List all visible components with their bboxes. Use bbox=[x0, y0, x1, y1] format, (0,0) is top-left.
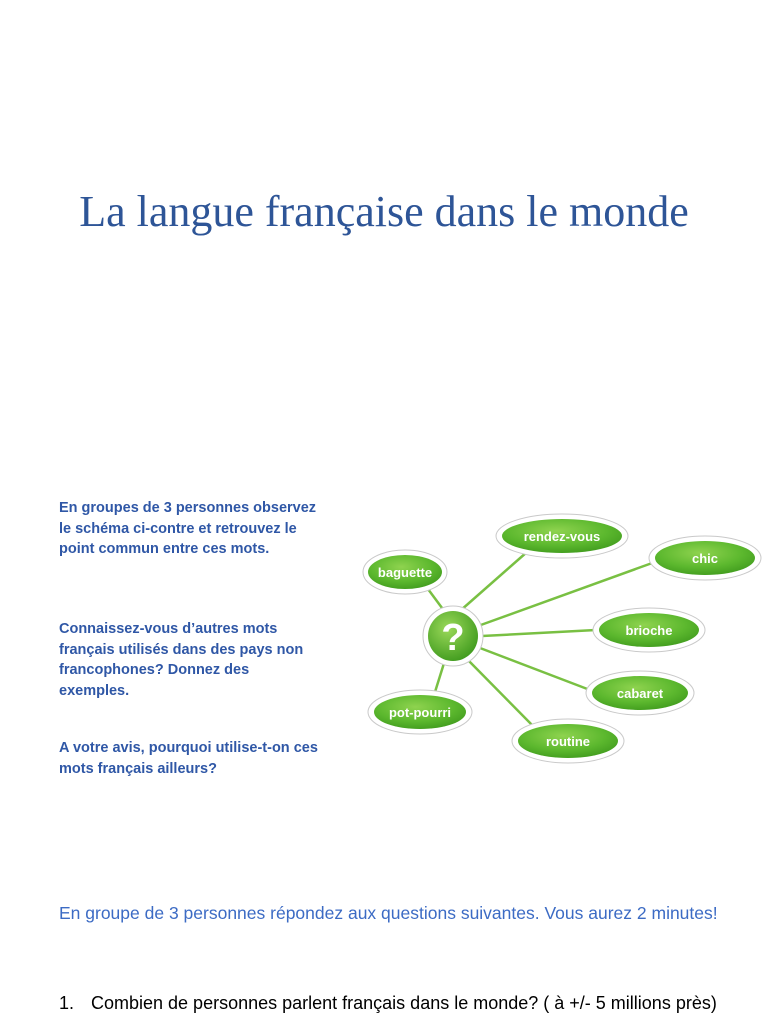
word-rendez-vous-bubble bbox=[496, 514, 628, 558]
word-baguette-bubble bbox=[363, 550, 447, 594]
word-cabaret: cabaret bbox=[616, 686, 664, 701]
word-diagram bbox=[360, 506, 768, 782]
page-title: La langue française dans le monde bbox=[79, 187, 689, 236]
word-brioche: brioche bbox=[625, 623, 673, 638]
word-pot-pourri: pot-pourri bbox=[388, 705, 452, 720]
word-routine-bubble bbox=[512, 719, 624, 763]
word-chic: chic bbox=[691, 551, 719, 566]
question-item bbox=[59, 991, 719, 1015]
word-baguette: baguette bbox=[377, 565, 433, 580]
instruction-why: A votre avis, pourquoi utilise-t-on ces mots français ailleurs? bbox=[59, 740, 318, 777]
word-cabaret-bubble bbox=[586, 671, 694, 715]
word-routine: routine bbox=[545, 734, 591, 749]
instruction-observe: En groupes de 3 personnes observez le schéma ci-contre et retrouvez le point commun entre ces mots. bbox=[59, 500, 317, 557]
instruction-other-words: Connaissez-vous d’autres mots français utilisés dans des pays non francophones? Donnez des exemples. bbox=[59, 621, 304, 699]
question-number: 1. bbox=[59, 993, 75, 1013]
word-chic-bubble bbox=[649, 536, 761, 580]
question-mark-icon bbox=[423, 606, 483, 666]
center-symbol: ? bbox=[441, 617, 465, 659]
question-text: Combien de personnes parlent français dans le monde? ( à +/- 5 millions près) bbox=[91, 993, 717, 1013]
word-rendez-vous: rendez-vous bbox=[523, 529, 601, 544]
word-pot-pourri-bubble bbox=[368, 690, 472, 734]
word-brioche-bubble bbox=[593, 608, 705, 652]
instructions-subheading: En groupe de 3 personnes répondez aux questions suivantes. Vous aurez 2 minutes! bbox=[59, 903, 718, 923]
